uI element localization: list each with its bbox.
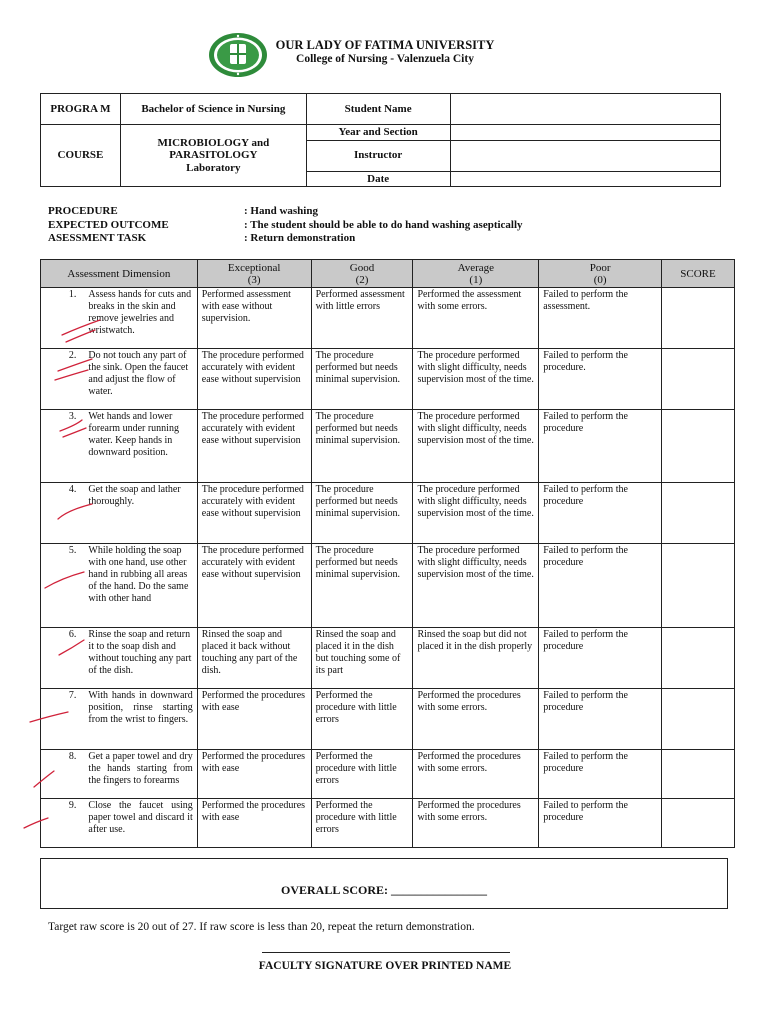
university-name: OUR LADY OF FATIMA UNIVERSITY <box>275 38 495 52</box>
assessment-dimension-cell: With hands in downward position, rinse starting from the wrist to fingers. <box>78 689 197 750</box>
year-section-label: Year and Section <box>306 125 450 141</box>
rubric-row <box>41 410 735 483</box>
header-good <box>311 260 413 288</box>
criterion-number: 5. <box>41 544 79 628</box>
good-cell: Rinsed the soap and placed it in the dish but touching some of its part <box>311 628 413 689</box>
course-value <box>120 125 306 187</box>
score-cell[interactable] <box>662 288 735 349</box>
criterion-number: 8. <box>41 750 79 799</box>
procedure-label: PROCEDURE <box>48 205 118 217</box>
rubric-row <box>41 750 735 799</box>
rubric-row <box>41 628 735 689</box>
instructor-label: Instructor <box>306 140 450 171</box>
exceptional-cell: The procedure performed accurately with evident ease without supervision <box>197 544 311 628</box>
assessment-dimension-cell: Assess hands for cuts and breaks in the skin and remove jewelries and wristwatch. <box>78 288 197 349</box>
criterion-number: 3. <box>41 410 79 483</box>
poor-cell: Failed to perform the procedure <box>539 799 662 848</box>
criterion-number: 2. <box>41 349 79 410</box>
date-field[interactable] <box>450 171 720 187</box>
rubric-table <box>40 259 735 848</box>
poor-cell: Failed to perform the procedure <box>539 750 662 799</box>
student-name-field[interactable] <box>450 94 720 125</box>
good-cell: The procedure performed but needs minimal supervision. <box>311 483 413 544</box>
good-cell: The procedure performed but needs minimal supervision. <box>311 544 413 628</box>
assessment-dimension-cell: Rinse the soap and return it to the soap dish and without touching any part of the dish. <box>78 628 197 689</box>
assessment-dimension-cell: Wet hands and lower forearm under running water. Keep hands in downward position. <box>78 410 197 483</box>
outcome-label: EXPECTED OUTCOME <box>48 218 169 231</box>
score-cell[interactable] <box>662 410 735 483</box>
exceptional-cell: Performed the procedures with ease <box>197 750 311 799</box>
instructor-field[interactable] <box>450 140 720 171</box>
target-score-note: Target raw score is 20 out of 27. If raw score is less than 20, repeat the return demonstration. <box>48 921 475 933</box>
rubric-row <box>41 349 735 410</box>
criterion-number: 4. <box>41 483 79 544</box>
exceptional-cell: The procedure performed accurately with evident ease without supervision <box>197 349 311 410</box>
good-cell: The procedure performed but needs minimal supervision. <box>311 410 413 483</box>
criterion-number: 1. <box>41 288 79 349</box>
course-info-table <box>40 93 721 187</box>
exceptional-cell: The procedure performed accurately with evident ease without supervision <box>197 410 311 483</box>
average-cell: Rinsed the soap but did not placed it in the dish properly <box>413 628 539 689</box>
exceptional-cell: The procedure performed accurately with evident ease without supervision <box>197 483 311 544</box>
poor-cell: Failed to perform the procedure <box>539 628 662 689</box>
course-label: COURSE <box>41 125 121 187</box>
poor-cell: Failed to perform the procedure <box>539 410 662 483</box>
university-seal-logo <box>208 32 268 78</box>
overall-score-box <box>40 858 728 909</box>
header-good-points: (2) <box>355 273 369 286</box>
poor-cell: Failed to perform the procedure <box>539 689 662 750</box>
rubric-row <box>41 483 735 544</box>
signature-line[interactable] <box>262 952 510 953</box>
header-exceptional-points: (3) <box>247 273 261 286</box>
good-cell: Performed the procedure with little errors <box>311 799 413 848</box>
score-cell[interactable] <box>662 750 735 799</box>
good-cell: Performed assessment with little errors <box>311 288 413 349</box>
average-cell: The procedure performed with slight difficulty, needs supervision most of the time. <box>413 483 539 544</box>
score-cell[interactable] <box>662 544 735 628</box>
assessment-dimension-cell: Close the faucet using paper towel and discard it after use. <box>78 799 197 848</box>
course-title: MICROBIOLOGY and PARASITOLOGY <box>157 136 270 162</box>
header-average <box>413 260 539 288</box>
header-average-points: (1) <box>469 273 483 286</box>
outcome-value: : The student should be able to do hand washing aseptically <box>244 218 523 231</box>
header-score: SCORE <box>662 260 735 288</box>
score-cell[interactable] <box>662 483 735 544</box>
poor-cell: Failed to perform the procedure <box>539 544 662 628</box>
header-exceptional <box>197 260 311 288</box>
exceptional-cell: Performed the procedures with ease <box>197 799 311 848</box>
header-poor <box>539 260 662 288</box>
exceptional-cell: Performed the procedures with ease <box>197 689 311 750</box>
header-average-label: Average <box>457 261 495 274</box>
average-cell: Performed the procedures with some errors. <box>413 750 539 799</box>
good-cell: Performed the procedure with little errors <box>311 750 413 799</box>
poor-cell: Failed to perform the procedure <box>539 483 662 544</box>
poor-cell: Failed to perform the assessment. <box>539 288 662 349</box>
average-cell: Performed the procedures with some errors. <box>413 689 539 750</box>
exceptional-cell: Performed assessment with ease without supervision. <box>197 288 311 349</box>
year-section-field[interactable] <box>450 125 720 141</box>
exceptional-cell: Rinsed the soap and placed it back without touching any part of the dish. <box>197 628 311 689</box>
criterion-number: 9. <box>41 799 79 848</box>
score-cell[interactable] <box>662 349 735 410</box>
rubric-row <box>41 288 735 349</box>
score-cell[interactable] <box>662 689 735 750</box>
score-cell[interactable] <box>662 628 735 689</box>
task-label: ASESSMENT TASK <box>48 232 147 244</box>
header-poor-points: (0) <box>593 273 607 286</box>
score-cell[interactable] <box>662 799 735 848</box>
header-exceptional-label: Exceptional <box>227 261 281 274</box>
overall-score-label[interactable]: OVERALL SCORE: ________________ <box>280 883 488 897</box>
poor-cell: Failed to perform the procedure. <box>539 349 662 410</box>
college-name: College of Nursing - Valenzuela City <box>296 53 474 65</box>
criterion-number: 6. <box>41 628 79 689</box>
header-poor-label: Poor <box>589 261 611 274</box>
average-cell: The procedure performed with slight difficulty, needs supervision most of the time. <box>413 410 539 483</box>
header-good-label: Good <box>349 261 375 274</box>
program-label: PROGRA M <box>41 94 121 125</box>
criterion-number: 7. <box>41 689 79 750</box>
rubric-row <box>41 689 735 750</box>
average-cell: Performed the assessment with some errors. <box>413 288 539 349</box>
average-cell: Performed the procedures with some errors. <box>413 799 539 848</box>
average-cell: The procedure performed with slight difficulty, needs supervision most of the time. <box>413 349 539 410</box>
program-value: Bachelor of Science in Nursing <box>120 94 306 125</box>
procedure-block <box>48 205 523 246</box>
good-cell: The procedure performed but needs minimal supervision. <box>311 349 413 410</box>
course-type: Laboratory <box>186 161 241 174</box>
assessment-dimension-cell: Get the soap and lather thoroughly. <box>78 483 197 544</box>
faculty-signature-label: FACULTY SIGNATURE OVER PRINTED NAME <box>258 960 512 972</box>
task-value: : Return demonstration <box>244 232 356 244</box>
good-cell: Performed the procedure with little errors <box>311 689 413 750</box>
assessment-dimension-cell: Get a paper towel and dry the hands starting from the fingers to forearms <box>78 750 197 799</box>
procedure-value: : Hand washing <box>244 205 318 217</box>
rubric-row <box>41 544 735 628</box>
average-cell: The procedure performed with slight difficulty, needs supervision most of the time. <box>413 544 539 628</box>
assessment-dimension-cell: Do not touch any part of the sink. Open the faucet and adjust the flow of water. <box>78 349 197 410</box>
date-label: Date <box>306 171 450 187</box>
student-name-label: Student Name <box>306 94 450 125</box>
rubric-row <box>41 799 735 848</box>
header-dimension: Assessment Dimension <box>41 260 198 288</box>
assessment-dimension-cell: While holding the soap with one hand, use other hand in rubbing all areas of the hand. Do the same with other hand <box>78 544 197 628</box>
